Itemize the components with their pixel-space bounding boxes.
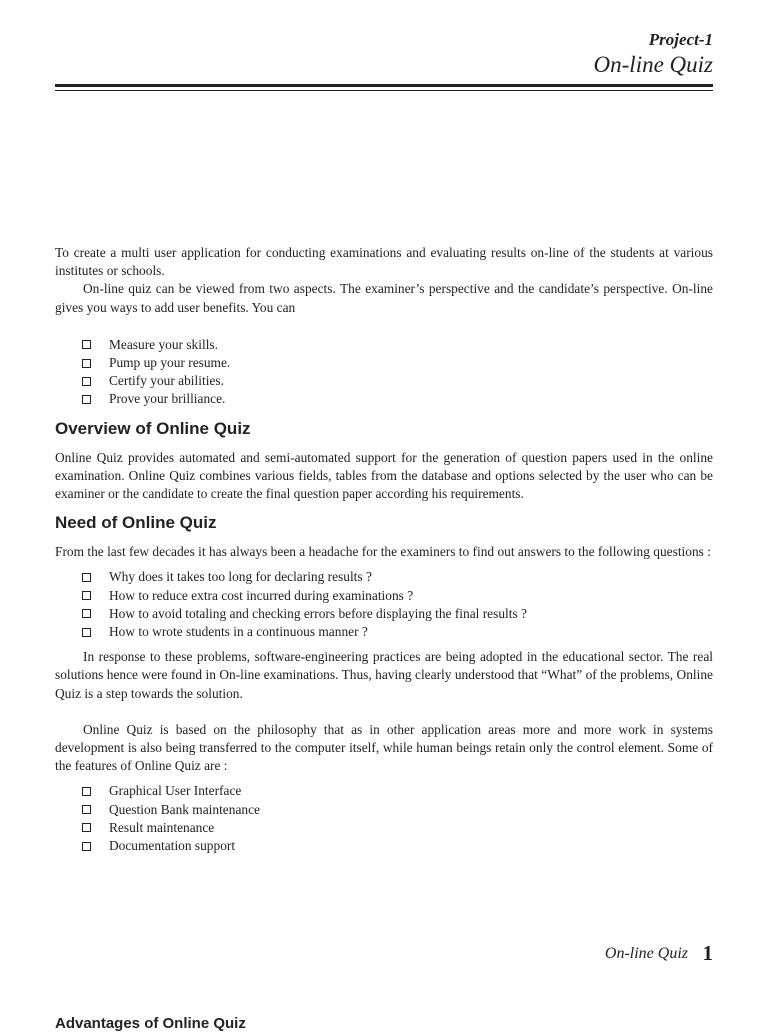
- footer-title: On-line Quiz: [604, 945, 688, 962]
- overview-paragraph: Online Quiz provides automated and semi-automated support for the generation of question papers used in the online examination. Online Quiz combines various fields, tables from the database and options selected by the user who can be examiner or the candidate to create the final question paper according his requirements.: [55, 449, 713, 501]
- page-number: 1: [702, 941, 713, 965]
- intro-paragraph-1: To create a multi user application for conducting examinations and evaluating results on-line of the students at various institutes or schools.: [55, 245, 713, 279]
- checkbox-bullet-icon: [82, 377, 91, 386]
- need-paragraph-3: Online Quiz is based on the philosophy that as in other application areas more and more work in systems development is also being transferred to the computer itself, while human beings retain only the control element. Some of the features of Online Quiz are :: [55, 721, 713, 774]
- need-heading: Need of Online Quiz: [55, 513, 217, 533]
- checkbox-bullet-icon: [82, 787, 91, 796]
- list-item: Measure your skills.: [82, 336, 713, 354]
- checkbox-bullet-icon: [82, 359, 91, 368]
- list-item: Result maintenance: [82, 819, 713, 837]
- benefits-list: [55, 336, 713, 409]
- list-item: How to wrote students in a continuous manner ?: [82, 623, 713, 641]
- list-item: How to avoid totaling and checking errors before displaying the final results ?: [82, 605, 713, 623]
- list-item: Pump up your resume.: [82, 354, 713, 372]
- list-item: Why does it takes too long for declaring results ?: [82, 568, 713, 586]
- checkbox-bullet-icon: [82, 628, 91, 637]
- checkbox-bullet-icon: [82, 823, 91, 832]
- checkbox-bullet-icon: [82, 609, 91, 618]
- list-item: Graphical User Interface: [82, 782, 713, 800]
- list-item: Question Bank maintenance: [82, 801, 713, 819]
- project-label: Project-1: [648, 30, 713, 49]
- list-item: Prove your brilliance.: [82, 390, 713, 408]
- page-title: On-line Quiz: [593, 52, 713, 77]
- list-item: Certify your abilities.: [82, 372, 713, 390]
- checkbox-bullet-icon: [82, 340, 91, 349]
- need-paragraph-2: In response to these problems, software-engineering practices are being adopted in the educational sector. The real solutions hence were found in On-line examinations. Thus, having clearly understood that “What” of the problems, Online Quiz is a step towards the solution.: [55, 649, 713, 701]
- checkbox-bullet-icon: [82, 591, 91, 600]
- list-item: How to reduce extra cost incurred during examinations ?: [82, 587, 713, 605]
- checkbox-bullet-icon: [82, 805, 91, 814]
- intro-paragraph-2: On-line quiz can be viewed from two aspects. The examiner’s perspective and the candidate’s perspective. On-line gives you ways to add user benefits. You can: [55, 281, 713, 315]
- questions-list: [55, 568, 713, 641]
- checkbox-bullet-icon: [82, 573, 91, 582]
- checkbox-bullet-icon: [82, 842, 91, 851]
- header-rule-thick: [55, 84, 713, 87]
- checkbox-bullet-icon: [82, 395, 91, 404]
- features-list: [55, 782, 713, 855]
- next-section-heading: Advantages of Online Quiz: [55, 1015, 246, 1032]
- overview-heading: Overview of Online Quiz: [55, 418, 251, 438]
- list-item: Documentation support: [82, 837, 713, 855]
- header-rule-thin: [55, 90, 713, 91]
- body-content: [55, 244, 713, 855]
- need-paragraph-1: From the last few decades it has always been a headache for the examiners to find out answers to the following questions :: [55, 544, 711, 560]
